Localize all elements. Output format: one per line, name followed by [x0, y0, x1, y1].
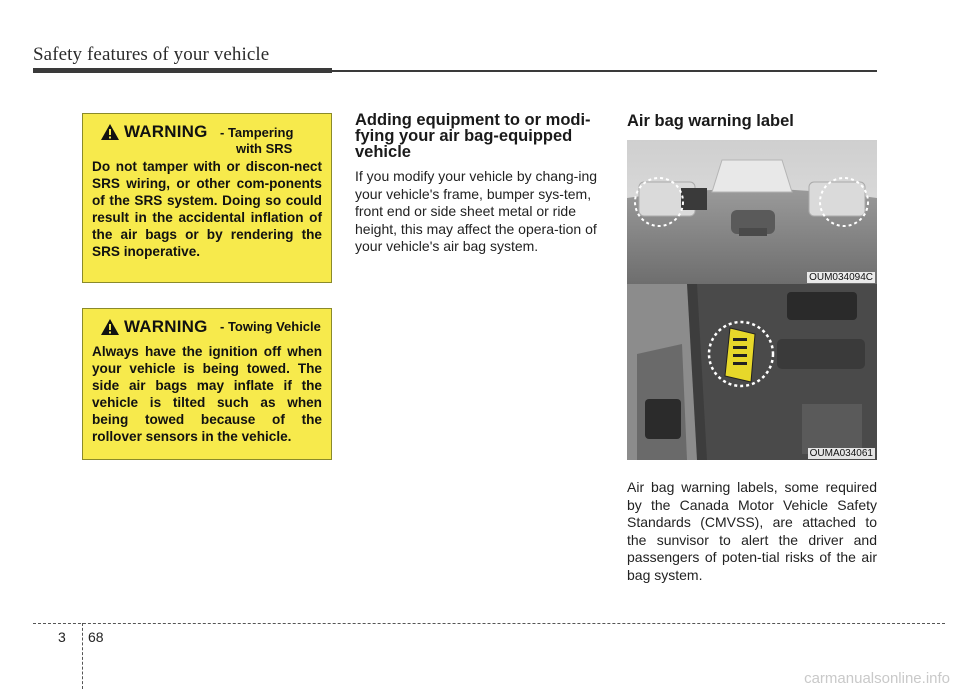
warning-subtitle: - Tampering: [220, 125, 294, 140]
warning-text: Do not tamper with or discon-nect SRS wiring, or other com-ponents of the SRS system. Doing so could result in the accidental inflation of the air bags or by rendering the SRS inoperative.: [92, 159, 322, 259]
footer-vertical-rule: [82, 623, 83, 689]
photo-code: OUMA034061: [809, 448, 873, 459]
warning-word: WARNING: [124, 317, 208, 336]
warning-subtitle-line2: with SRS: [236, 141, 293, 156]
warning-subtitle: - Towing Vehicle: [220, 319, 321, 334]
footer-rule: [33, 623, 945, 624]
warning-box-towing: [82, 308, 332, 460]
page-number: 68: [88, 629, 104, 645]
warning-triangle-icon: [100, 318, 120, 336]
warning-triangle-icon: [100, 123, 120, 141]
section-body-equipment: If you modify your vehicle by chang-ing your vehicle's frame, bumper sys-tem, front end or side sheet metal or ride height, this may affect the opera-tion of your vehicle's air bag system.: [355, 168, 598, 254]
door-label-photo: [627, 284, 877, 460]
header-title: Safety features of your vehicle: [33, 44, 270, 65]
sunvisor-photo: [627, 140, 877, 284]
header-rule-thin: [332, 70, 877, 72]
section-heading-label: Air bag warning label: [627, 112, 794, 130]
photo-code: OUM034094C: [809, 272, 873, 283]
watermark: carmanualsonline.info: [804, 670, 950, 687]
warning-text: Always have the ignition off when your vehicle is being towed. The side air bags may inflate if the vehicle is tilted such as when being towed because of the rollover sensors in the vehicle.: [92, 344, 322, 444]
section-body-label: Air bag warning labels, some required by the Canada Motor Vehicle Safety Standards (CMVSS), are attached to the sunvisor to alert the driver and passengers of poten-tial risks of the air bag system.: [627, 479, 877, 583]
door-label-illustration: [627, 284, 877, 460]
section-heading-equipment: Adding equipment to or modi-fying your air bag-equipped vehicle: [355, 111, 591, 161]
chapter-number: 3: [58, 629, 66, 645]
warning-word: WARNING: [124, 122, 208, 141]
warning-header: [92, 317, 322, 343]
header-rule-thick: [33, 68, 332, 73]
warning-box-tampering: [82, 113, 332, 283]
sunvisor-illustration: [627, 140, 877, 284]
warning-header: [92, 122, 322, 158]
